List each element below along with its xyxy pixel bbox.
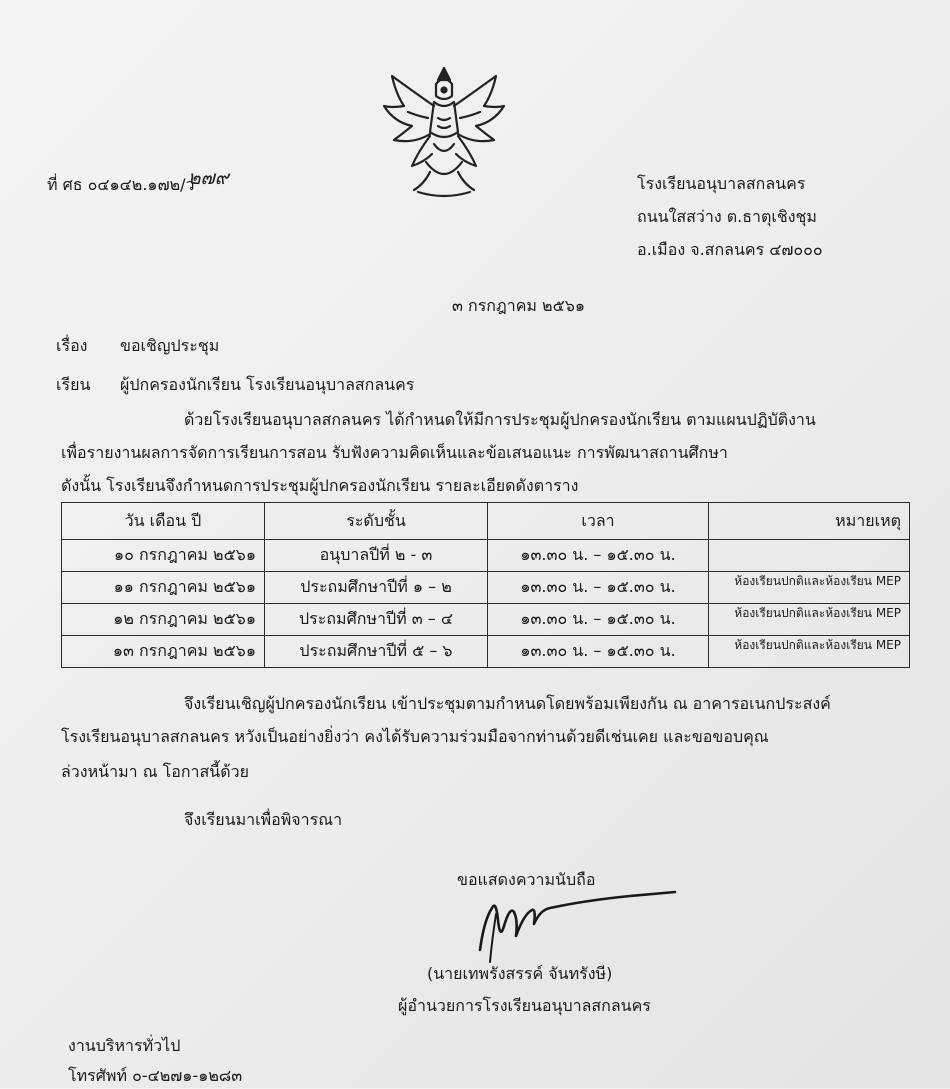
body-paragraph-1-line-1: ด้วยโรงเรียนอนุบาลสกลนคร ได้กำหนดให้มีการประชุมผู้ปกครองนักเรียน ตามแผนปฏิบัติงาน xyxy=(184,410,816,429)
footer-department: งานบริหารทั่วไป xyxy=(68,1036,181,1055)
cell-level: ประถมศึกษาปีที่ ๕ – ๖ xyxy=(265,636,488,668)
recipient-label: เรียน xyxy=(56,375,91,394)
cell-level: อนุบาลปีที่ ๒ - ๓ xyxy=(265,540,488,572)
subject-label: เรื่อง xyxy=(56,336,88,355)
body-paragraph-1-line-2: เพื่อรายงานผลการจัดการเรียนการสอน รับฟังความคิดเห็นและข้อเสนอแนะ การพัฒนาสถานศึกษา xyxy=(61,443,728,462)
cell-time: ๑๓.๓๐ น. – ๑๕.๓๐ น. xyxy=(488,540,709,572)
body-paragraph-2-line-3: ล่วงหน้ามา ณ โอกาสนี้ด้วย xyxy=(61,762,249,781)
table-row xyxy=(62,604,910,636)
signatory-position: ผู้อำนวยการโรงเรียนอนุบาลสกลนคร xyxy=(398,996,651,1015)
column-header-time: เวลา xyxy=(488,503,709,540)
garuda-emblem-icon xyxy=(378,62,510,202)
regards-text: ขอแสดงความนับถือ xyxy=(457,870,596,889)
reference-prefix: ที่ ศธ ๐๔๑๔๒.๑๗๒/ว xyxy=(47,175,195,194)
cell-date: ๑๒ กรกฎาคม ๒๕๖๑ xyxy=(62,604,265,636)
body-paragraph-1-line-3: ดังนั้น โรงเรียนจึงกำหนดการประชุมผู้ปกครองนักเรียน รายละเอียดดังตาราง xyxy=(61,476,579,495)
body-paragraph-2-line-2: โรงเรียนอนุบาลสกลนคร หวังเป็นอย่างยิ่งว่า คงได้รับความร่วมมือจากท่านด้วยดีเช่นเคย และขอขอบคุณ xyxy=(61,727,769,746)
closing-request: จึงเรียนมาเพื่อพิจารณา xyxy=(184,810,343,829)
cell-level: ประถมศึกษาปีที่ ๓ – ๔ xyxy=(265,604,488,636)
cell-note: ห้องเรียนปกติและห้องเรียน MEP xyxy=(709,572,910,604)
school-name: โรงเรียนอนุบาลสกลนคร xyxy=(637,174,806,193)
table-row xyxy=(62,636,910,668)
address-line-1: ถนนใสสว่าง ต.ธาตุเชิงชุม xyxy=(637,207,817,226)
cell-time: ๑๓.๓๐ น. – ๑๕.๓๐ น. xyxy=(488,636,709,668)
signatory-name: (นายเทพรังสรรค์ จันทรังษี) xyxy=(427,964,613,983)
cell-level: ประถมศึกษาปีที่ ๑ – ๒ xyxy=(265,572,488,604)
address-line-2: อ.เมือง จ.สกลนคร ๔๗๐๐๐ xyxy=(637,240,823,259)
column-header-note: หมายเหตุ xyxy=(709,503,910,540)
signature-icon xyxy=(470,880,690,970)
cell-date: ๑๓ กรกฎาคม ๒๕๖๑ xyxy=(62,636,265,668)
body-paragraph-2-line-1: จึงเรียนเชิญผู้ปกครองนักเรียน เข้าประชุมตามกำหนดโดยพร้อมเพียงกัน ณ อาคารอเนกประสงค์ xyxy=(184,694,831,713)
subject-text: ขอเชิญประชุม xyxy=(120,336,220,355)
column-header-level: ระดับชั้น xyxy=(265,503,488,540)
footer-phone: โทรศัพท์ ๐-๔๒๗๑-๑๒๘๓ xyxy=(68,1066,243,1085)
cell-note xyxy=(709,540,910,572)
cell-time: ๑๓.๓๐ น. – ๑๕.๓๐ น. xyxy=(488,572,709,604)
recipient-text: ผู้ปกครองนักเรียน โรงเรียนอนุบาลสกลนคร xyxy=(120,375,415,394)
table-row xyxy=(62,540,910,572)
cell-note: ห้องเรียนปกติและห้องเรียน MEP xyxy=(709,604,910,636)
cell-date: ๑๐ กรกฎาคม ๒๕๖๑ xyxy=(62,540,265,572)
cell-date: ๑๑ กรกฎาคม ๒๕๖๑ xyxy=(62,572,265,604)
letter-date: ๓ กรกฎาคม ๒๕๖๑ xyxy=(452,296,586,315)
meeting-schedule-table xyxy=(61,502,910,668)
cell-time: ๑๓.๓๐ น. – ๑๕.๓๐ น. xyxy=(488,604,709,636)
column-header-date: วัน เดือน ปี xyxy=(62,503,265,540)
table-header-row xyxy=(62,503,910,540)
table-row xyxy=(62,572,910,604)
cell-note: ห้องเรียนปกติและห้องเรียน MEP xyxy=(709,636,910,668)
reference-number-handwritten: ๒๗๙ xyxy=(188,167,229,189)
